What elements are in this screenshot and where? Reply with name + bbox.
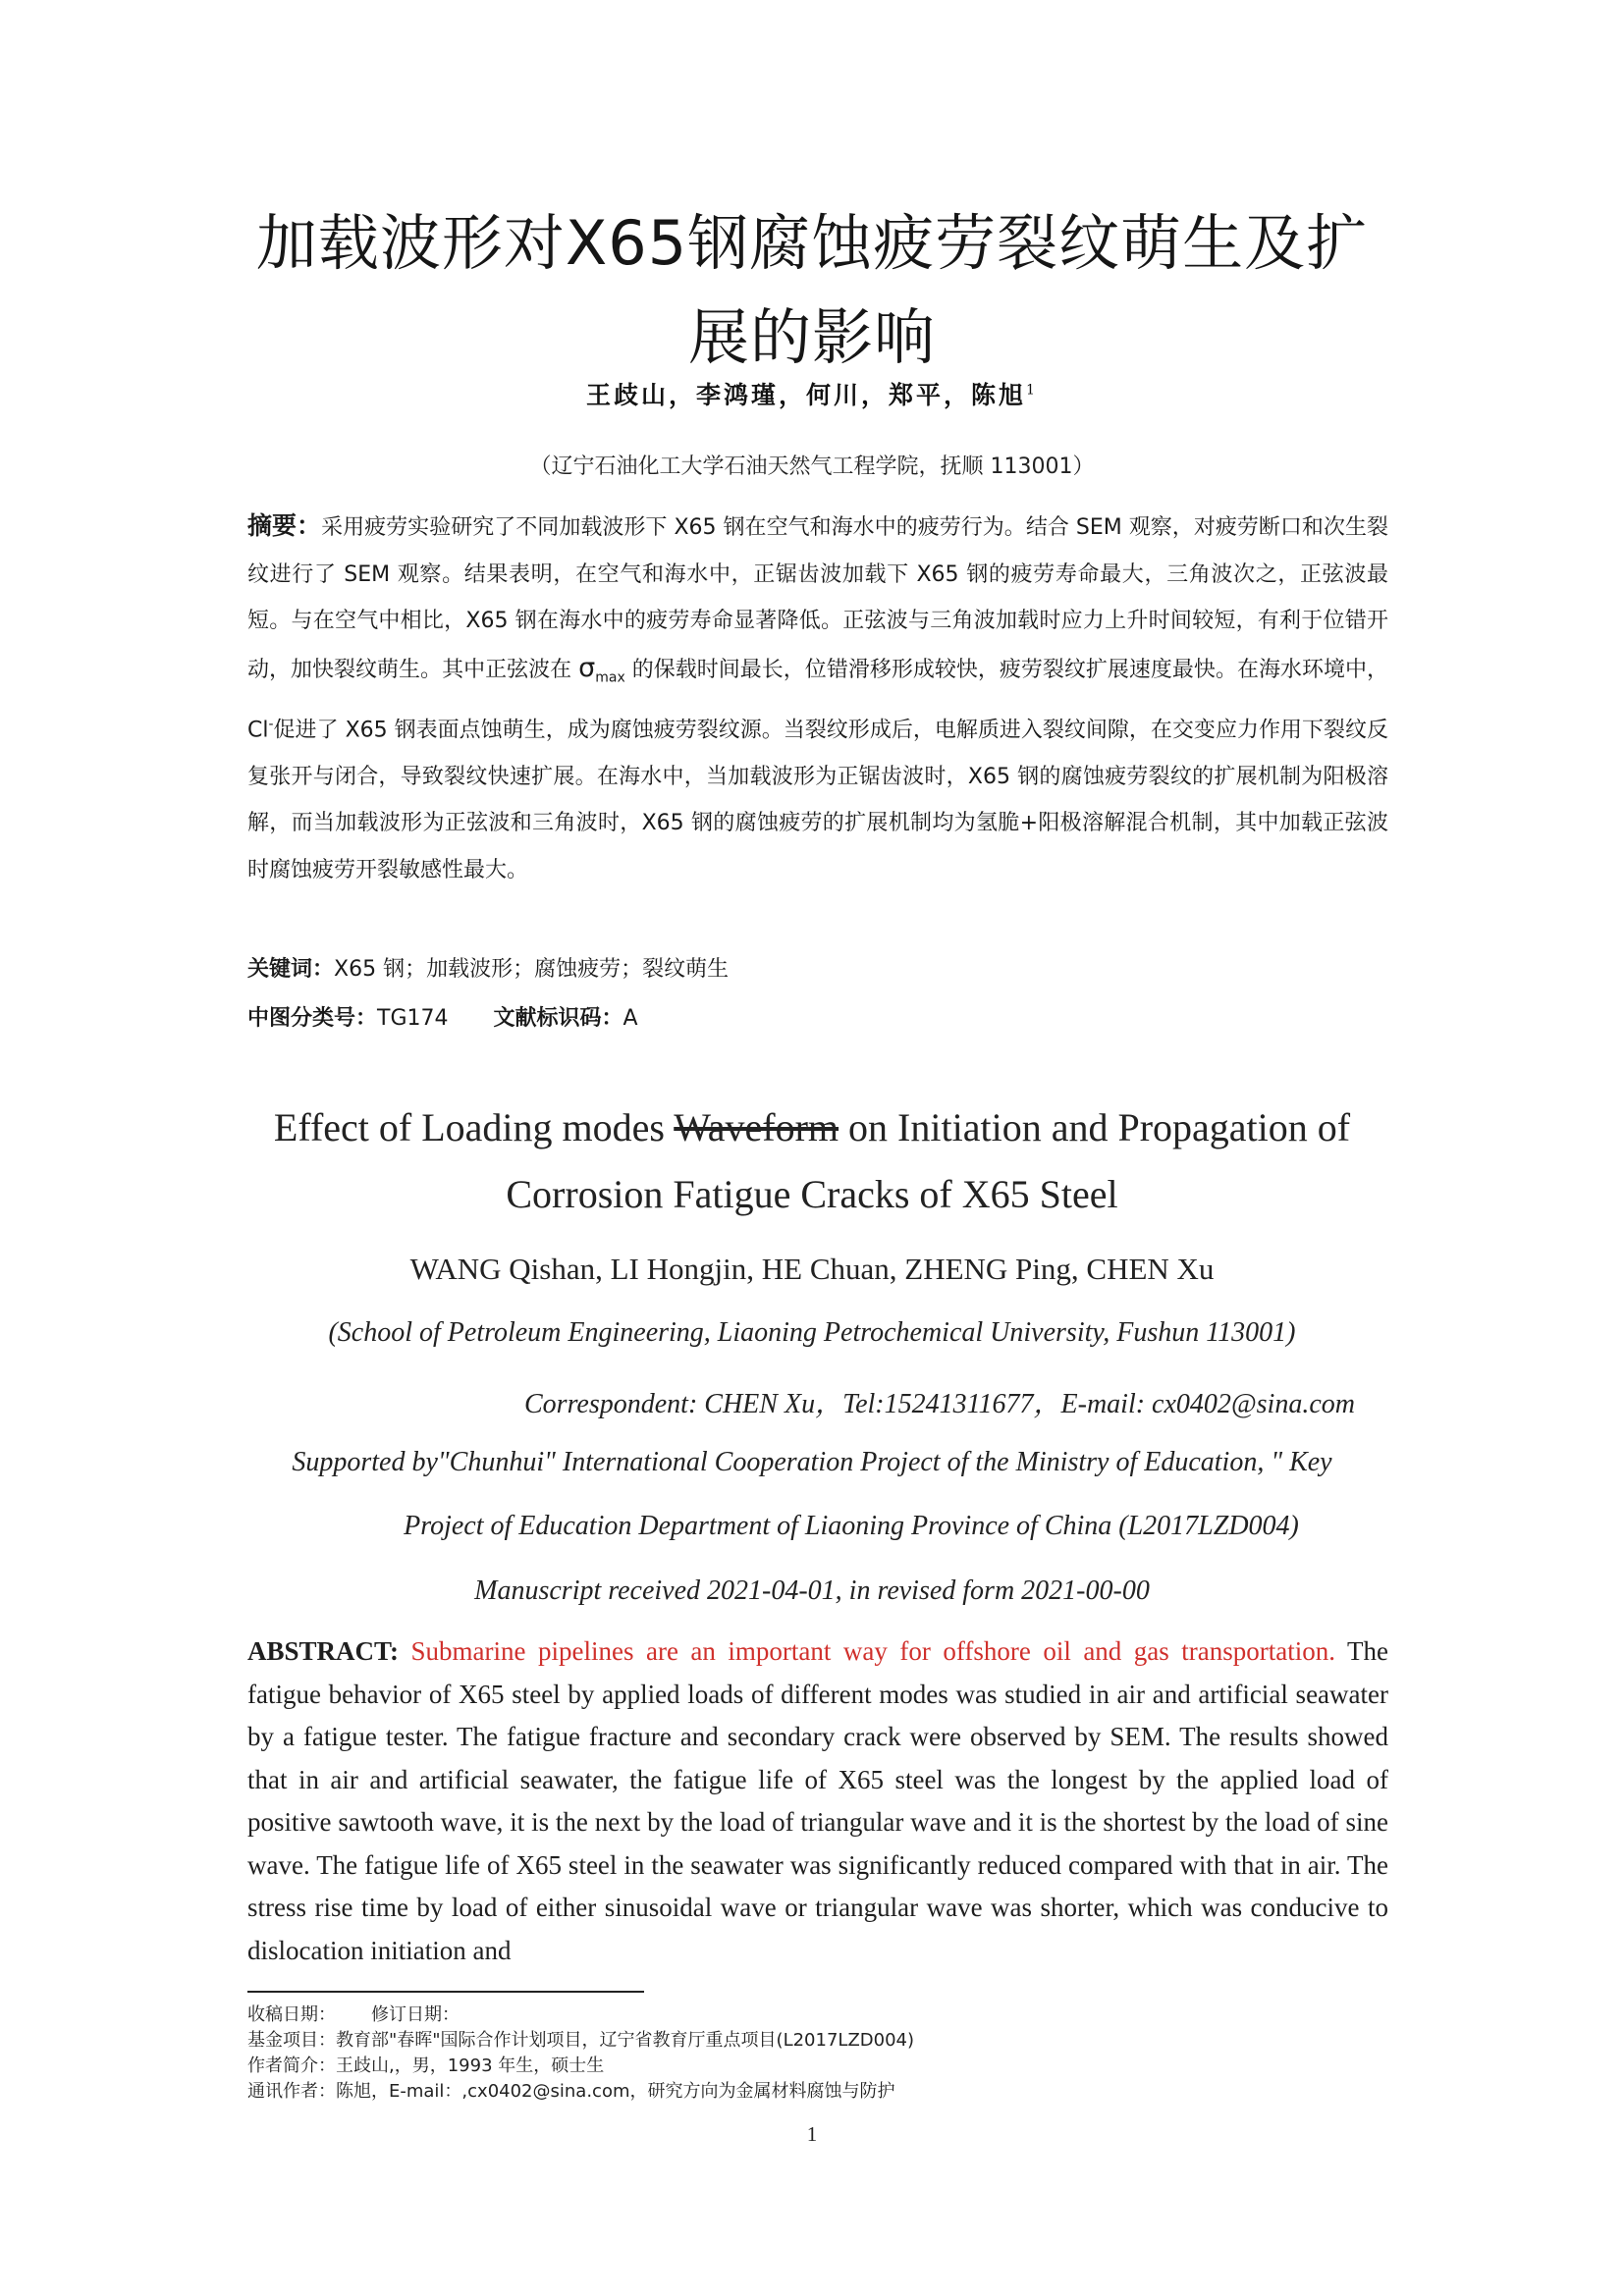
- document-code-value: A: [623, 1006, 638, 1031]
- english-abstract-highlight: Submarine pipelines are an important way for offshore oil and gas transportation.: [410, 1636, 1336, 1666]
- revised-date-label: 修订日期：: [371, 2004, 460, 2025]
- chinese-abstract-text-2: 的保载时间最长，位错滑移形成较快，疲劳裂纹扩展速度最快。在海水环境中，Cl: [247, 657, 1388, 743]
- english-abstract: [247, 1630, 1388, 1972]
- chinese-affiliation: （辽宁石油化工大学石油天然气工程学院，抚顺 113001）: [529, 454, 1095, 479]
- english-abstract-label: ABSTRACT:: [247, 1636, 400, 1666]
- footnote-author-intro: 作者简介：王歧山,，男，1993 年生，硕士生: [247, 2056, 605, 2076]
- received-date-label: 收稿日期：: [247, 2004, 336, 2025]
- sigma-subscript: max: [595, 669, 625, 686]
- english-abstract-body: The fatigue behavior of X65 steel by applied loads of different modes was studied in air and artificial seawater by a fatigue tester. The fatigue fracture and secondary crack were observed by SEM. The results showed that in air and artificial seawater, the fatigue life of X65 steel was the longest by the applied load of positive sawtooth wave, it is the next by the load of triangular wave and it is the shortest by the load of sine wave. The fatigue life of X65 steel in the seawater was significantly reduced compared with that in air. The stress rise time by load of either sinusoidal wave or triangular wave was shorter, which was conducive to dislocation initiation and: [247, 1636, 1389, 1965]
- manuscript-received: Manuscript received 2021-04-01, in revised form 2021-00-00: [474, 1575, 1150, 1606]
- footnotes: [247, 2002, 1327, 2105]
- correspondent-line: Correspondent: CHEN Xu，Tel:15241311677，E-mail: cx0402@sina.com: [524, 1389, 1355, 1419]
- chloride-superscript: -: [268, 716, 274, 732]
- chinese-abstract-label: 摘要：: [247, 511, 322, 540]
- chinese-authors: [0, 376, 1624, 411]
- footnote-correspondent: 通讯作者：陈旭，E-mail：,cx0402@sina.com，研究方向为金属材料腐蚀与防护: [247, 2081, 895, 2102]
- classification-label: 中图分类号：: [247, 1006, 378, 1031]
- english-title: [226, 1095, 1398, 1228]
- footnote-dates: [247, 2002, 1327, 2028]
- chinese-abstract-text-1: 采用疲劳实验研究了不同加载波形下 X65 钢在空气和海水中的疲劳行为。结合 SEM 观察，对疲劳断口和次生裂纹进行了 SEM 观察。结果表明，在空气和海水中，正锯齿波加载下 X65 钢的疲劳寿命最大，三角波次之，正弦波最短。与在空气中相比，X65 钢在海水中的疲劳寿命显著降低。正弦波与三角波加载时应力上升时间较短，有利于位错开动，加快裂纹萌生。其中正弦波在: [247, 515, 1388, 682]
- page-number: 1: [806, 2122, 818, 2146]
- english-title-part-2: on Initiation and Propagation of: [839, 1105, 1351, 1149]
- chinese-keywords: [247, 952, 729, 983]
- sigma-symbol: σ: [578, 652, 596, 683]
- english-affiliation: (School of Petroleum Engineering, Liaoning Petrochemical University, Fushun 113001): [328, 1317, 1296, 1348]
- keywords-label: 关键词：: [247, 957, 335, 982]
- chinese-title: 加载波形对X65钢腐蚀疲劳裂纹萌生及扩展的影响: [255, 207, 1369, 373]
- chinese-abstract: [247, 503, 1388, 893]
- author-superscript: 1: [1026, 382, 1038, 399]
- footnote-fund: 基金项目：教育部"春晖"国际合作计划项目，辽宁省教育厅重点项目(L2017LZD004): [247, 2030, 915, 2051]
- english-authors: WANG Qishan, LI Hongjin, HE Chuan, ZHENG Ping, CHEN Xu: [409, 1252, 1215, 1286]
- support-line-2: Project of Education Department of Liaoning Province of China (L2017LZD004): [404, 1511, 1299, 1541]
- support-line-1: Supported by"Chunhui" International Cooperation Project of the Ministry of Education, " Key: [292, 1447, 1332, 1477]
- classification-line: [247, 1001, 638, 1032]
- english-title-struck-word: Waveform: [674, 1105, 839, 1149]
- chinese-author-list: 王歧山，李鸿瑾，何川，郑平，陈旭: [586, 381, 1027, 409]
- footnote-rule: [247, 1991, 644, 1993]
- english-title-part-1: Effect of Loading modes: [273, 1105, 675, 1149]
- document-code-label: 文献标识码：: [493, 1006, 623, 1031]
- english-title-line-2: Corrosion Fatigue Cracks of X65 Steel: [506, 1172, 1118, 1216]
- classification-value: TG174: [377, 1006, 449, 1031]
- chinese-abstract-text-3: 促进了 X65 钢表面点蚀萌生，成为腐蚀疲劳裂纹源。当裂纹形成后，电解质进入裂纹间隙，在交变应力作用下裂纹反复张开与闭合，导致裂纹快速扩展。在海水中，当加载波形为正锯齿波时，X65 钢的腐蚀疲劳裂纹的扩展机制为阳极溶解，而当加载波形为正弦波和三角波时，X65 钢的腐蚀疲劳的扩展机制均为氢脆+阳极溶解混合机制，其中加载正弦波时腐蚀疲劳开裂敏感性最大。: [247, 718, 1388, 882]
- keywords-text: X65 钢；加载波形；腐蚀疲劳；裂纹萌生: [334, 957, 730, 982]
